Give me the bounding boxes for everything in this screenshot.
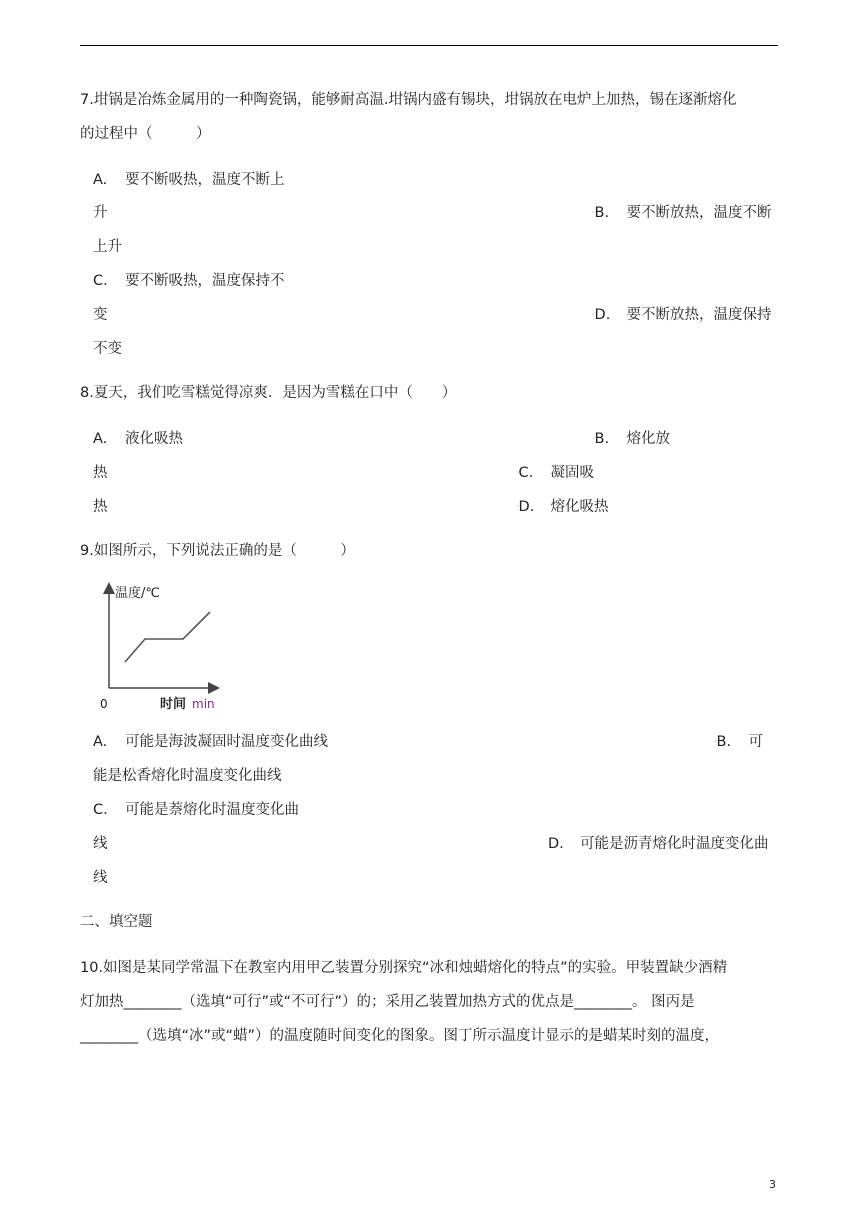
q9-option-a-label: A. (93, 734, 108, 750)
q7-option-d[interactable]: ·D. 要不断放热，温度保持 (592, 307, 772, 323)
q8-option-b-cont: 热 (93, 465, 108, 481)
q8-option-d[interactable]: ·D. 熔化吸热 (516, 499, 609, 515)
q9-stem: 9.如图所示，下列说法正确的是（ ） (80, 543, 355, 559)
q7-option-a-label: A. (93, 172, 108, 188)
graph-x-label: 时间 (160, 697, 187, 712)
q7-option-a-text: 要不断吸热，温度不断上 (125, 172, 285, 188)
temperature-time-graph (96, 580, 226, 715)
q9-option-c-label: C. (93, 802, 108, 818)
q7-option-b-cont: 上升 (93, 239, 122, 255)
graph-origin-label: 0 (100, 697, 108, 711)
q7-option-d-cont: 不变 (93, 341, 122, 357)
q8-option-c-label: C. (518, 465, 534, 481)
q8-option-c[interactable]: ·C. 凝固吸 (516, 465, 595, 481)
q8-option-b-label: B. (594, 431, 610, 447)
graph-x-unit: min (192, 697, 215, 711)
q9-option-b[interactable]: ·B. 可 (714, 734, 764, 750)
q7-option-c-text: 要不断吸热，温度保持不 (125, 273, 285, 289)
q9-option-d[interactable] (548, 834, 769, 854)
q8-option-a[interactable] (93, 429, 183, 449)
q7-stem-line2: 的过程中（ ） (80, 126, 211, 142)
q9-option-d-text: 可能是沥青熔化时温度变化曲 (580, 836, 769, 852)
q9-option-b-label: B. (716, 734, 732, 750)
q7-option-b[interactable]: ·B. 要不断放热，温度不断 (592, 205, 772, 221)
q9-option-a[interactable] (93, 732, 328, 752)
q9-option-b-cont: 能是松香熔化时温度变化曲线 (93, 768, 282, 784)
q8-option-d-label: D. (518, 499, 535, 515)
q10-line1: 10.如图是某同学常温下在教室内用甲乙装置分别探究“冰和烛蜡熔化的特点”的实验。甲装置缺少酒精 (80, 960, 728, 976)
q9-option-a-text: 可能是海波凝固时温度变化曲线 (125, 734, 328, 750)
q8-option-a-text: 液化吸热 (125, 431, 183, 447)
q7-option-a[interactable] (93, 170, 285, 190)
q9-option-b-text: 可 (748, 734, 764, 750)
q7-option-c[interactable] (93, 271, 285, 291)
q7-option-c-label: C. (93, 273, 108, 289)
header-rule (80, 45, 778, 46)
q7-option-d-text: 要不断放热，温度保持 (626, 307, 772, 323)
q7-option-b-label: B. (594, 205, 610, 221)
q8-stem: 8.夏天，我们吃雪糕觉得凉爽．是因为雪糕在口中（ ） (80, 385, 457, 401)
q9-option-c-text: 可能是萘熔化时温度变化曲 (125, 802, 299, 818)
q7-option-d-label: D. (594, 307, 611, 323)
section-title: 二、填空题 (80, 914, 153, 930)
q8-option-c-cont: 热 (93, 499, 108, 515)
q9-option-d-label: D. (548, 836, 564, 852)
q8-option-a-label: A. (93, 431, 108, 447)
q7-option-a-cont: 升 (93, 205, 108, 221)
q8-option-b[interactable]: ·B. 熔化放 (592, 431, 671, 447)
q9-option-d-cont: 线 (93, 870, 108, 886)
q10-line2: 灯加热________（选填“可行”或“不可行”）的；采用乙装置加热方式的优点是________。 图丙是 (80, 994, 695, 1010)
q9-option-c[interactable] (93, 800, 299, 820)
q10-line3: ________（选填“冰”或“蜡”）的温度随时间变化的图象。图丁所示温度计显示的是蜡某时刻的温度， (80, 1028, 720, 1044)
q8-option-c-text: 凝固吸 (550, 465, 595, 481)
page-number: 3 (769, 1178, 776, 1191)
q8-option-b-text: 熔化放 (626, 431, 671, 447)
q7-option-c-cont: 变 (93, 307, 108, 323)
q8-option-d-text: 熔化吸热 (550, 499, 609, 515)
graph-y-label: 温度/℃ (115, 586, 160, 601)
q9-option-c-cont: 线 (93, 836, 108, 852)
q7-stem-line1: 7.坩锅是冶炼金属用的一种陶瓷锅，能够耐高温.坩锅内盛有锡块，坩锅放在电炉上加热，锡在逐渐熔化 (80, 92, 737, 108)
temperature-curve (125, 612, 210, 662)
q7-option-b-text: 要不断放热，温度不断 (626, 205, 772, 221)
